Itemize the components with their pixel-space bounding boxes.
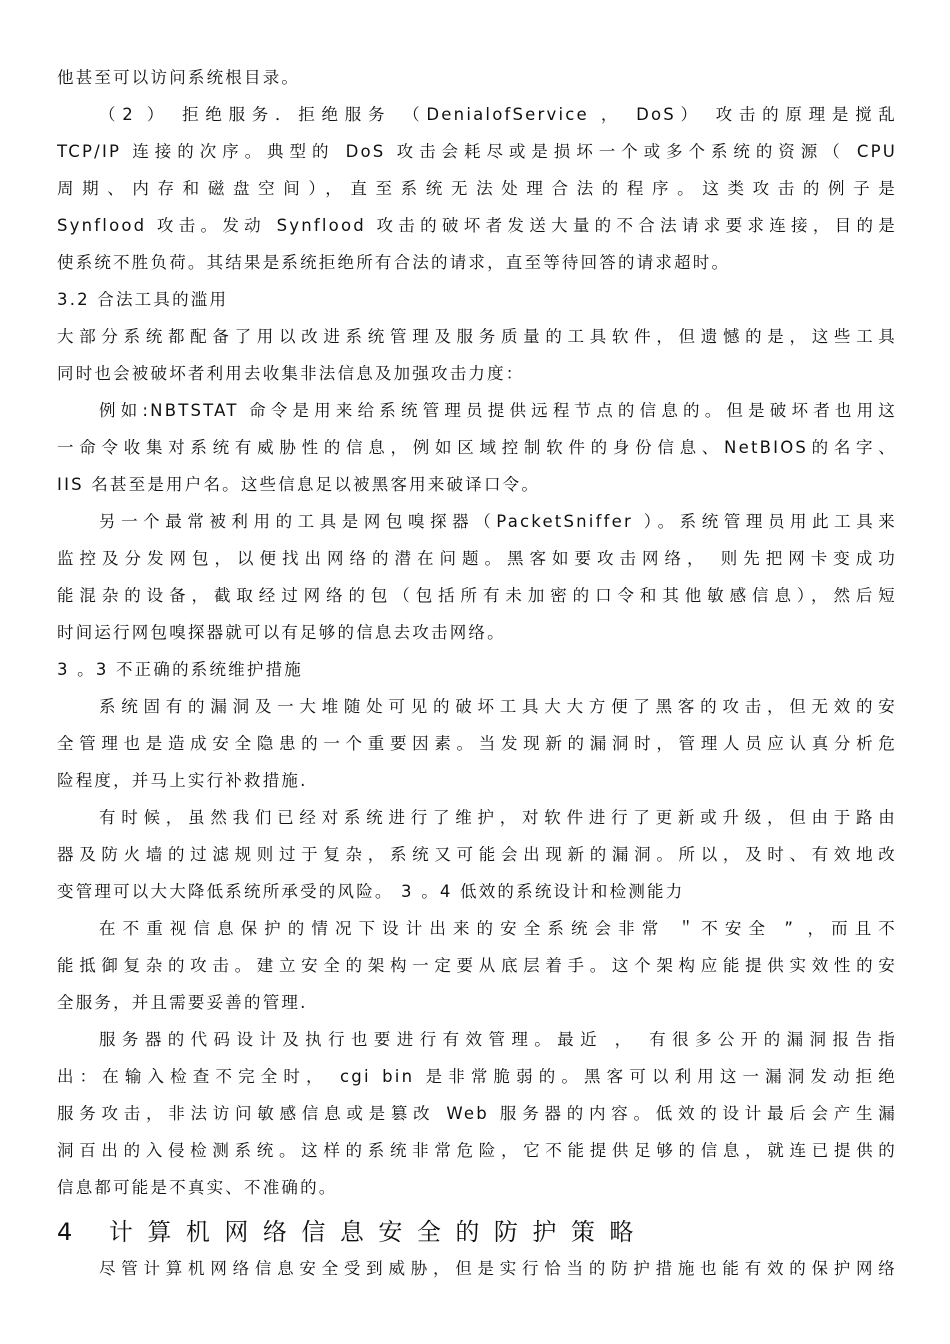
text-line: IIS 名甚至是用户名。这些信息足以被黑客用来破译口令。	[57, 475, 541, 494]
text-line: 服务器的代码设计及执行也要进行有效管理。最近 ， 有很多公开的漏洞报告指	[99, 1030, 897, 1049]
text-line: 能混杂的设备，截取经过网络的包（包括所有未加密的口令和其他敏感信息），然后短	[57, 586, 897, 605]
text-line: 能抵御复杂的攻击。建立安全的架构一定要从底层着手。这个架构应能提供实效性的安	[57, 956, 897, 975]
text-line: 洞百出的入侵检测系统。这样的系统非常危险，它不能提供足够的信息，就连已提供的	[57, 1141, 897, 1160]
text-line: 例如:NBTSTAT 命令是用来给系统管理员提供远程节点的信息的。但是破坏者也用这	[99, 401, 897, 420]
text-line: 在不重视信息保护的情况下设计出来的安全系统会非常 ＂不安全 ” ，而且不	[99, 919, 897, 938]
chapter-heading: 4 计算机网络信息安全的防护策略	[57, 1218, 648, 1246]
text-line: 监控及分发网包，以便找出网络的潜在问题。黑客如要攻击网络， 则先把网卡变成功	[57, 549, 897, 568]
text-line: 器及防火墙的过滤规则过于复杂，系统又可能会出现新的漏洞。所以，及时、有效地改	[57, 845, 897, 864]
text-line: 时间运行网包嗅探器就可以有足够的信息去攻击网络。	[57, 623, 506, 642]
text-line: 信息都可能是不真实、不准确的。	[57, 1178, 338, 1197]
text-line: 系统固有的漏洞及一大堆随处可见的破坏工具大大方便了黑客的攻击，但无效的安	[99, 697, 897, 716]
text-line: 周期、内存和磁盘空间），直至系统无法处理合法的程序。这类攻击的例子是	[57, 179, 897, 198]
text-line: 变管理可以大大降低系统所承受的风险。 3 。4 低效的系统设计和检测能力	[57, 882, 685, 901]
section-heading: 3.2 合法工具的滥用	[57, 290, 229, 309]
text-line: TCP/IP 连接的次序。典型的 DoS 攻击会耗尽或是损坏一个或多个系统的资源（ CPU	[57, 142, 897, 161]
text-line: 出：在输入检查不完全时， cgi bin 是非常脆弱的。黑客可以利用这一漏洞发动拒绝	[57, 1067, 897, 1086]
text-line: 全管理也是造成安全隐患的一个重要因素。当发现新的漏洞时，管理人员应认真分析危	[57, 734, 897, 753]
text-line: 有时候，虽然我们已经对系统进行了维护，对软件进行了更新或升级，但由于路由	[99, 808, 897, 827]
text-line: 同时也会被破坏者利用去收集非法信息及加强攻击力度：	[57, 364, 525, 383]
text-line: 另一个最常被利用的工具是网包嗅探器（PacketSniffer ）。系统管理员用此工具来	[99, 512, 897, 531]
text-line: （2 ） 拒绝服务．拒绝服务 （DenialofService ， DoS） 攻击的原理是搅乱	[99, 105, 897, 124]
text-line: 使系统不胜负荷。其结果是系统拒绝所有合法的请求，直至等待回答的请求超时。	[57, 253, 731, 272]
text-line: 他甚至可以访问系统根目录。	[57, 68, 301, 87]
section-heading: 3 。3 不正确的系统维护措施	[57, 660, 303, 679]
text-line: 尽管计算机网络信息安全受到威胁，但是实行恰当的防护措施也能有效的保护网络	[99, 1259, 897, 1278]
text-line: 险程度，并马上实行补救措施.	[57, 771, 308, 790]
text-line: 大部分系统都配备了用以改进系统管理及服务质量的工具软件，但遗憾的是，这些工具	[57, 327, 897, 346]
text-line: 服务攻击，非法访问敏感信息或是篡改 Web 服务器的内容。低效的设计最后会产生漏	[57, 1104, 897, 1123]
text-line: 全服务，并且需要妥善的管理.	[57, 993, 308, 1012]
text-line: 一命令收集对系统有威胁性的信息，例如区域控制软件的身份信息、NetBIOS的名字、	[57, 438, 897, 457]
text-line: Synflood 攻击。发动 Synflood 攻击的破坏者发送大量的不合法请求要求连接，目的是	[57, 216, 897, 235]
